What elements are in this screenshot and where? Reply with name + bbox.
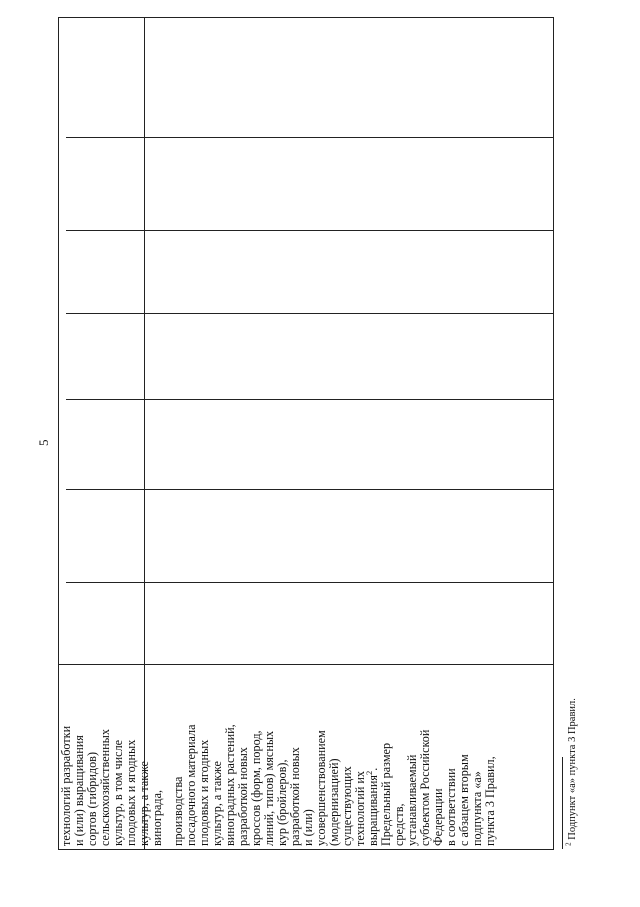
- cell-line: разработкой новых: [288, 747, 302, 846]
- cell-line: и (или) выращивания: [72, 735, 86, 846]
- cell-line: линий, типов) мясных: [262, 730, 276, 846]
- cell-line: Федерации: [431, 788, 445, 846]
- cell-line: производства: [171, 776, 185, 846]
- table-border-top: [58, 17, 554, 18]
- cell-line: сельскохозяйственных: [98, 729, 112, 846]
- cell-line: с абзацем вторым: [457, 754, 471, 846]
- cell-line: средств,: [392, 803, 406, 846]
- footnote: $^2$ Подпункт «а» пункта 3 Правил.: [563, 698, 578, 846]
- cell-line: существующих: [340, 766, 354, 846]
- row-border: [66, 582, 554, 583]
- row-border: [58, 664, 554, 665]
- cell-line: разработкой новых: [236, 747, 250, 846]
- cell-line: винограда,: [150, 789, 164, 846]
- cell-line: пункта 3 Правил,: [483, 756, 497, 846]
- cell-line: (модернизацией): [327, 758, 341, 846]
- cell-line: плодовых и ягодных: [124, 739, 138, 846]
- footnote-rule: [562, 757, 563, 849]
- page-number: 5: [36, 439, 51, 446]
- cell-line: и (или): [301, 809, 315, 846]
- row-border: [66, 489, 554, 490]
- cell-line: технологий разработки: [59, 725, 73, 846]
- footnote-ref: 2: [363, 770, 374, 775]
- cell-line: технологий их: [353, 770, 367, 846]
- cell-line: виноградных растений,: [223, 724, 237, 846]
- row-border: [66, 399, 554, 400]
- cell-line: субъектом Российской: [418, 729, 432, 846]
- cell-line: кроссов (форм, пород,: [249, 730, 263, 846]
- table-border-right: [553, 17, 554, 850]
- cell-line: кур (бройлеров),: [275, 759, 289, 846]
- cell-line: культур, а также: [137, 761, 151, 846]
- column-border: [144, 17, 145, 850]
- cell-line-last: выращивания$^2$.: [363, 767, 380, 846]
- cell-line: Предельный размер: [379, 742, 393, 846]
- cell-line: устанавливаемый: [405, 754, 419, 846]
- cell-line: подпункта «а»: [470, 771, 484, 846]
- cell-line: культур, а также: [210, 761, 224, 846]
- cell-line: усовершенствованием: [314, 730, 328, 846]
- cell-line: плодовых и ягодных: [197, 739, 211, 846]
- table-border-bottom: [58, 849, 554, 850]
- row-border: [66, 313, 554, 314]
- cell-line: сортов (гибридов): [85, 751, 99, 846]
- cell-line: посадочного материала: [184, 724, 198, 846]
- cell-line: в соответствии: [444, 768, 458, 846]
- cell-line: культур, в том числе: [111, 739, 125, 846]
- row-border: [66, 137, 554, 138]
- row-border: [66, 230, 554, 231]
